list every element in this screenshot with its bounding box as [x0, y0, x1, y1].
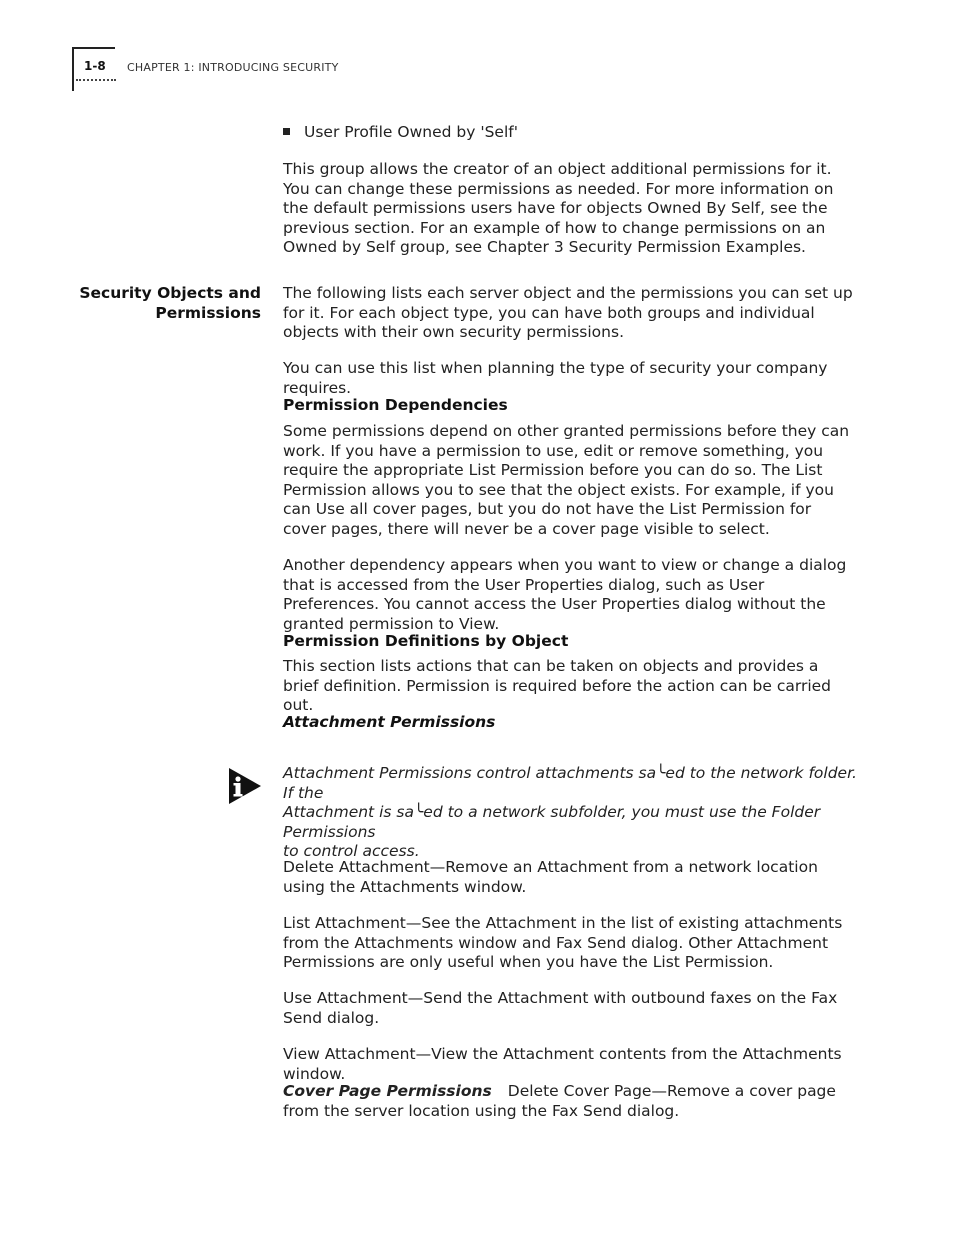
delete-attachment-text: Delete Attachment—Remove an Attachment from a network location using the Attachments window. [283, 858, 818, 896]
use-attachment-paragraph [283, 989, 858, 1028]
use-attachment-text: Use Attachment—Send the Attachment with outbound faxes on the Fax Send dialog. [283, 989, 838, 1027]
intro-paragraph: This group allows the creator of an object additional permissions for it. You can change these permissions as needed. For more information on the default permissions users have for objects Owned By Self, see the previous section. For an example of how to change permissions on an Owned by Self group, see Chapter 3 Security Permission Examples. [283, 160, 834, 257]
definitions-paragraph [283, 657, 858, 716]
attachment-note-line3: to control access. [283, 842, 420, 861]
list-attachment-paragraph [283, 914, 858, 973]
attachment-heading: Attachment Permissions [283, 713, 496, 731]
attachment-note-line2: Attachment is sa╰ed to a network subfolder, you must use the Folder Permissions [283, 803, 821, 841]
definitions-para: This section lists actions that can be taken on objects and provides a brief definition. Permission is required before the action can be carried out. [283, 657, 832, 715]
view-attachment-text: View Attachment—View the Attachment contents from the Attachments window. [283, 1045, 842, 1083]
chapter-label: CHAPTER 1: INTRODUCING SECURITY [127, 61, 339, 74]
cover-page-paragraph [283, 1082, 858, 1121]
info-icon [228, 768, 262, 804]
cover-page-text: Delete Cover Page—Remove a cover page from the server location using the Fax Send dialog. [283, 1082, 836, 1120]
delete-attachment-paragraph [283, 858, 858, 897]
dependencies-para2: Another dependency appears when you want to view or change a dialog that is accessed from the User Properties dialog, such as User Preferences. You cannot access the User Properties dialog without the granted permission to View. [283, 556, 847, 633]
attachment-note-line1: Attachment Permissions control attachments sa╰ed to the network folder. If the [283, 764, 857, 802]
corner-vertical-rule [72, 47, 74, 91]
definitions-heading: Permission Definitions by Object [283, 632, 569, 650]
dependencies-para1: Some permissions depend on other granted permissions before they can work. If you have a permission to use, edit or remove something, you require the appropriate List Permission before you can do so. The List Permission allows you to see that the object exists. For example, if you can Use all cover pages, but you do not have the List Permission for cover pages, there will never be a cover page visible to select. [283, 422, 850, 538]
view-attachment-paragraph [283, 1045, 858, 1084]
bullet-text: User Profile Owned by 'Self' [304, 123, 518, 141]
bullet-square-icon [283, 128, 290, 135]
section-para2: You can use this list when planning the type of security your company requires. [283, 359, 828, 397]
dependencies-heading: Permission Dependencies [283, 396, 508, 414]
bullet-item [283, 123, 518, 141]
section-heading-line2: Permissions [155, 303, 261, 322]
section-heading [60, 284, 261, 323]
cover-page-heading: Cover Page Permissions [283, 1082, 492, 1100]
page-number: 1-8 [84, 59, 106, 73]
dependencies-heading-block [283, 396, 858, 414]
attachment-heading-block [283, 713, 858, 731]
corner-horizontal-rule [72, 47, 115, 49]
corner-dotted-rule [76, 79, 116, 84]
section-paragraph-2 [283, 359, 858, 398]
section-paragraph-1 [283, 284, 858, 343]
intro-paragraph-block [283, 160, 858, 258]
attachment-note [283, 764, 858, 862]
dependencies-paragraph-2 [283, 556, 858, 634]
dependencies-paragraph-1 [283, 422, 858, 540]
running-head [127, 60, 339, 74]
definitions-heading-block [283, 632, 858, 650]
section-heading-line1: Security Objects and [79, 284, 261, 302]
section-para1: The following lists each server object and the permissions you can set up for it. For each object type, you can have both groups and individual objects with their own security permissions. [283, 284, 853, 342]
cover-page-text-block [283, 1082, 858, 1121]
list-attachment-text: List Attachment—See the Attachment in the list of existing attachments from the Attachments window and Fax Send dialog. Other Attachment Permissions are only useful when you have the List Permission. [283, 914, 843, 972]
